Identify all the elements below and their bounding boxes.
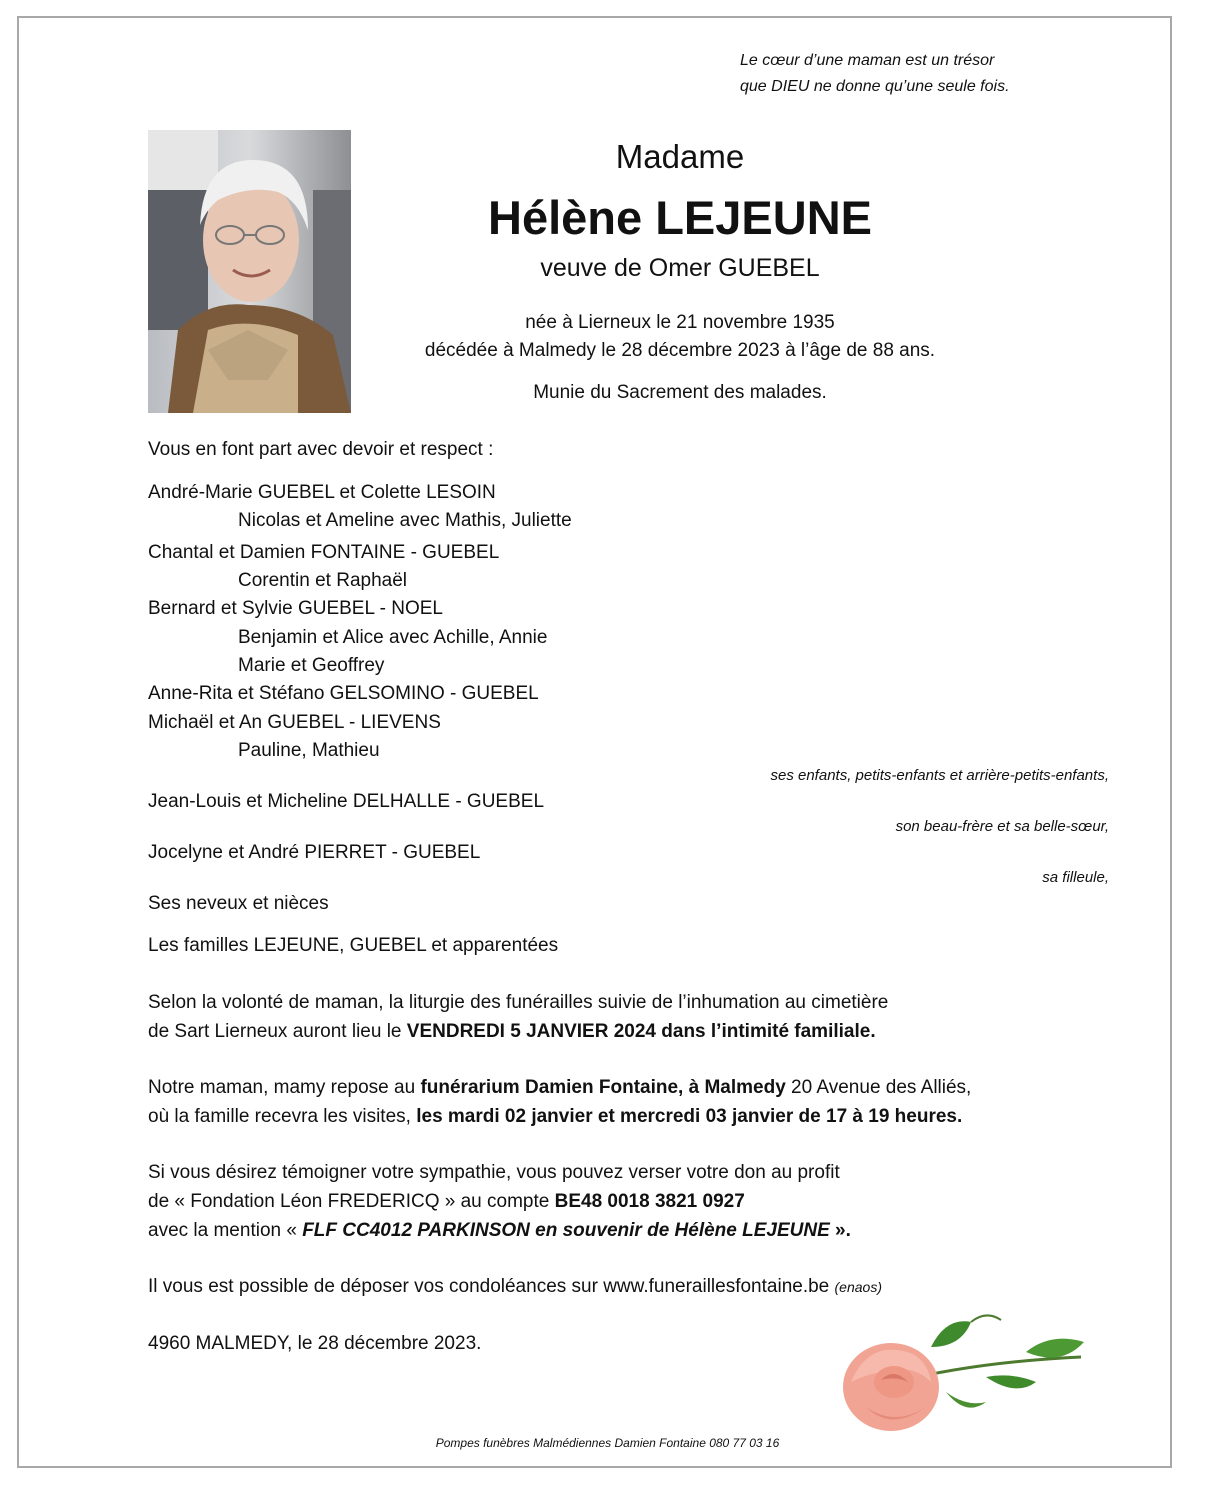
bank-account: BE48 0018 3821 0927: [554, 1191, 745, 1212]
family-line: Bernard et Sylvie GUEBEL - NOEL: [148, 598, 443, 619]
donation-line-3: [148, 1216, 851, 1245]
family-line: Marie et Geoffrey: [238, 655, 385, 676]
donation-line-2: [148, 1187, 851, 1216]
visitation-hours: les mardi 02 janvier et mercredi 03 janvier de 17 à 19 heures.: [416, 1106, 963, 1127]
funeral-text: de Sart Lierneux auront lieu le: [148, 1021, 407, 1042]
condolences-note: (enaos): [834, 1279, 882, 1295]
epigraph-line-2: que DIEU ne donne qu’une seule fois.: [740, 78, 1010, 95]
funeral-line-2: [148, 1017, 888, 1046]
donation-reference: FLF CC4012 PARKINSON en souvenir de Hélène LEJEUNE: [302, 1220, 830, 1241]
family-line: Anne-Rita et Stéfano GELSOMINO - GUEBEL: [148, 683, 539, 704]
condolences-line: [148, 1272, 882, 1302]
family-line: Jocelyne et André PIERRET - GUEBEL: [148, 842, 481, 863]
visitation-paragraph: [148, 1073, 971, 1131]
family-line: Les familles LEJEUNE, GUEBEL et apparentées: [148, 935, 559, 956]
donation-text-end: ».: [829, 1220, 851, 1241]
visitation-line-2: [148, 1102, 971, 1131]
family-line: Pauline, Mathieu: [238, 740, 380, 761]
rose-image: [836, 1312, 1086, 1440]
family-line: Chantal et Damien FONTAINE - GUEBEL: [148, 542, 500, 563]
epigraph: [740, 48, 1010, 100]
donation-text: avec la mention «: [148, 1220, 303, 1241]
deceased-name: Hélène LEJEUNE: [488, 191, 872, 244]
donation-line-1: Si vous désirez témoigner votre sympathie, vous pouvez verser votre don au profit: [148, 1162, 840, 1183]
relation-label: ses enfants, petits-enfants et arrière-petits-enfants,: [770, 767, 1109, 784]
widow-of: veuve de Omer GUEBEL: [540, 254, 820, 282]
funeral-home: funérarium Damien Fontaine, à Malmedy: [420, 1077, 786, 1098]
funeral-home-address: 20 Avenue des Alliés,: [785, 1077, 972, 1098]
honorific: Madame: [615, 138, 745, 175]
epigraph-line-1: Le cœur d’une maman est un trésor: [740, 52, 995, 69]
visitation-text: Notre maman, mamy repose au: [148, 1077, 421, 1098]
donation-text: de « Fondation Léon FREDERICQ » au compte: [148, 1191, 555, 1212]
funeral-date: VENDREDI 5 JANVIER 2024 dans l’intimité familiale.: [406, 1021, 876, 1042]
visitation-line-1: [148, 1073, 971, 1102]
birth-info: née à Lierneux le 21 novembre 1935: [525, 312, 835, 333]
death-info: décédée à Malmedy le 28 décembre 2023 à l’âge de 88 ans.: [424, 340, 936, 361]
footer-text: Pompes funèbres Malmédiennes Damien Fontaine 080 77 03 16: [435, 1436, 780, 1450]
family-line: Benjamin et Alice avec Achille, Annie: [238, 627, 548, 648]
donation-paragraph: [148, 1158, 851, 1245]
family-line: Corentin et Raphaël: [238, 570, 407, 591]
intro-text: Vous en font part avec devoir et respect :: [148, 439, 494, 460]
funeral-line-1: Selon la volonté de maman, la liturgie des funérailles suivie de l’inhumation au cimetière: [148, 992, 889, 1013]
family-line: Michaël et An GUEBEL - LIEVENS: [148, 712, 441, 733]
visitation-text: où la famille recevra les visites,: [148, 1106, 417, 1127]
family-line: Ses neveux et nièces: [148, 893, 329, 914]
family-line: Nicolas et Ameline avec Mathis, Juliette: [238, 510, 572, 531]
place-date: 4960 MALMEDY, le 28 décembre 2023.: [148, 1333, 482, 1354]
relation-label: son beau-frère et sa belle-sœur,: [895, 818, 1109, 835]
relation-label: sa filleule,: [1042, 869, 1109, 886]
condolences-text: Il vous est possible de déposer vos condoléances sur www.funeraillesfontaine.be: [148, 1276, 835, 1297]
family-line: André-Marie GUEBEL et Colette LESOIN: [148, 482, 496, 503]
portrait-photo: [148, 130, 351, 413]
funeral-paragraph: [148, 988, 888, 1046]
family-line: Jean-Louis et Micheline DELHALLE - GUEBEL: [148, 791, 545, 812]
sacrament-note: Munie du Sacrement des malades.: [533, 382, 827, 403]
